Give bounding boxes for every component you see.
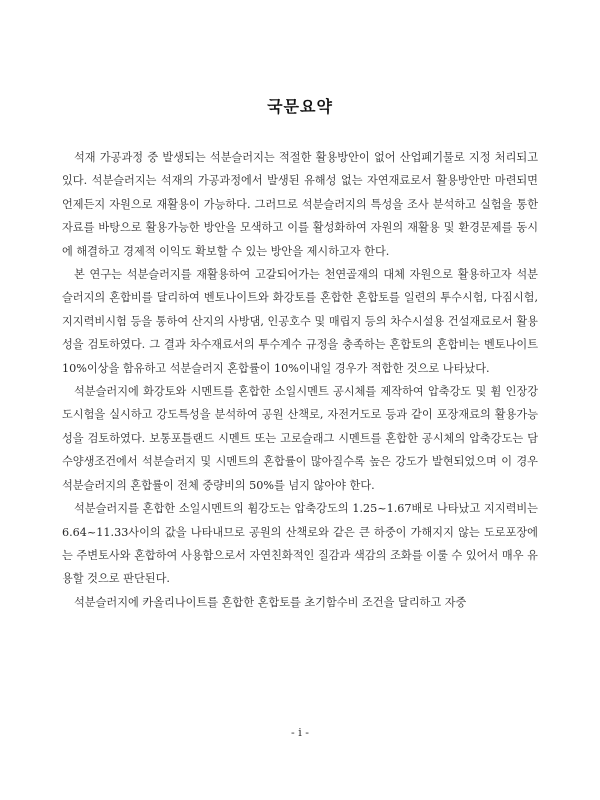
paragraph-3: 석분슬러지에 화강토와 시멘트를 혼합한 소일시멘트 공시체를 제작하여 압축강도 및 휨 인장강도시험을 실시하고 강도특성을 분석하여 공원 산책로, 자전거도로 등과 같이 포장재료의 활용가능성을 검토하였다. 보통포틀랜드 시멘트 또는 고로슬래그 시멘트를 혼합한 공시체의 압축강도는 담수양생조건에서 석분슬러지 및 시멘트의 혼합률이 많아질수록 높은 강도가 발현되었으며 이 경우 석분슬러지의 혼합률이 전체 중량비의 50%를 넘지 않아야 한다. (62, 385, 538, 492)
paragraph-4: 석분슬러지를 혼합한 소일시멘트의 휨강도는 압축강도의 1.25~1.67배로 나타났고 지지력비는 6.64~11.33사이의 값을 나타내므로 공원의 산책로와 같은 큰 하중이 가해지지 않는 도로포장에는 주변토사와 혼합하여 사용함으로서 자연친화적인 질감과 색감의 조화를 이룰 수 있어서 매우 유용할 것으로 판단된다. (62, 502, 538, 586)
paragraph-2: 본 연구는 석분슬러지를 재활용하여 고갈되어가는 천연골재의 대체 자원으로 활용하고자 석분슬러지의 혼합비를 달리하여 벤토나이트와 화강토를 혼합한 혼합토를 일련의 투수시험, 다짐시험, 지지력비시험 등을 통하여 산지의 사방댐, 인공호수 및 매립지 등의 차수시설용 건설재료로서 활용성을 검토하였다. 그 결과 차수재료서의 투수계수 규정을 충족하는 혼합토의 혼합비는 벤토나이트 10%이상을 함유하고 석분슬러지 혼합률이 10%이내일 경우가 적합한 것으로 나타났다. (62, 268, 538, 375)
abstract-body (62, 146, 538, 614)
page-title: 국문요약 (267, 97, 333, 116)
paragraph-5: 석분슬러지에 카올리나이트를 혼합한 혼합토를 초기함수비 조건을 달리하고 자중 (74, 595, 467, 609)
page-number: - i - (291, 726, 309, 739)
paragraph-1: 석재 가공과정 중 발생되는 석분슬러지는 적절한 활용방안이 없어 산업폐기물로 지정 처리되고 있다. 석분슬러지는 석재의 가공과정에서 발생된 유해성 없는 자연재료로서 활용방안만 마련되면 언제든지 자원으로 재활용이 가능하다. 그러므로 석분슬러지의 특성을 조사 분석하고 실험을 통한 자료를 바탕으로 활용가능한 방안을 모색하고 이를 활성화하여 자원의 재활용 및 환경문제를 동시에 해결하고 경제적 이익도 확보할 수 있는 방안을 제시하고자 한다. (62, 151, 538, 258)
